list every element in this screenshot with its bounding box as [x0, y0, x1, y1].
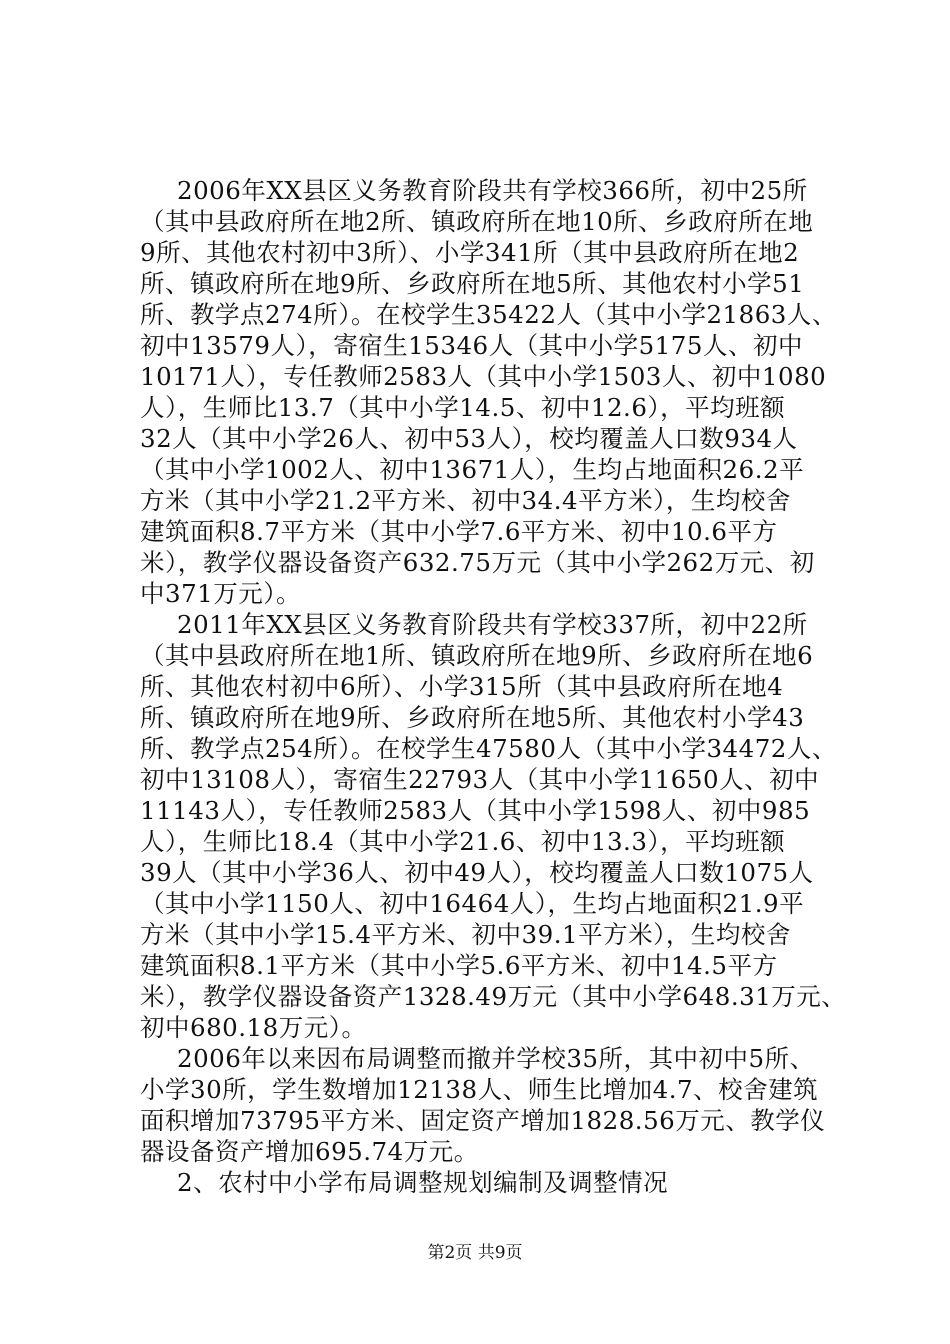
text-line: 人），生师比13.7（其中小学14.5、初中12.6），平均班额 [140, 393, 786, 422]
text-line: 2011年XX县区义务教育阶段共有学校337所，初中22所 [177, 610, 808, 639]
text-line: 建筑面积8.1平方米（其中小学5.6平方米、初中14.5平方 [140, 951, 778, 980]
text-line: 2006年以来因布局调整而撤并学校35所，其中初中5所、 [177, 1044, 815, 1073]
text-line: 米），教学仪器设备资产632.75万元（其中小学262万元、初 [140, 548, 815, 577]
text-line: 面积增加73795平方米、固定资产增加1828.56万元、教学仪 [140, 1106, 826, 1135]
text-line: 2006年XX县区义务教育阶段共有学校366所，初中25所 [177, 176, 808, 205]
text-line: （其中县政府所在地1所、镇政府所在地9所、乡政府所在地6 [140, 641, 814, 670]
text-line: （其中小学1002人、初中13671人），生均占地面积26.2平 [140, 455, 805, 484]
text-line: 所、其他农村初中6所）、小学315所（其中县政府所在地4 [140, 672, 784, 701]
text-line: 初中680.18万元）。 [140, 1013, 367, 1042]
text-line: 11143人），专任教师2583人（其中小学1598人、初中985 [140, 796, 811, 825]
text-line: 建筑面积8.7平方米（其中小学7.6平方米、初中10.6平方 [140, 517, 778, 546]
text-line: 方米（其中小学21.2平方米、初中34.4平方米），生均校舍 [140, 486, 791, 515]
text-line: 39人（其中小学36人、初中49人），校均覆盖人口数1075人 [140, 858, 814, 887]
text-line: 小学30所，学生数增加12138人、师生比增加4.7、校舍建筑 [140, 1075, 819, 1104]
text-line: 中371万元）。 [140, 579, 302, 608]
text-line: 初中13579人），寄宿生15346人（其中小学5175人、初中 [140, 331, 803, 360]
text-line: 所、教学点274所）。在校学生35422人（其中小学21863人、 [140, 300, 837, 329]
page-footer: 第2页 共9页 [427, 1243, 523, 1263]
text-line: 所、教学点254所）。在校学生47580人（其中小学34472人、 [140, 734, 837, 763]
text-line: 9所、其他农村初中3所）、小学341所（其中县政府所在地2 [140, 238, 800, 267]
text-line: （其中小学1150人、初中16464人），生均占地面积21.9平 [140, 889, 805, 918]
section-heading: 2、农村中小学布局调整规划编制及调整情况 [177, 1168, 669, 1197]
text-line: 米），教学仪器设备资产1328.49万元（其中小学648.31万元、 [140, 982, 847, 1011]
text-line: 器设备资产增加695.74万元。 [140, 1137, 479, 1166]
text-line: （其中县政府所在地2所、镇政府所在地10所、乡政府所在地 [140, 207, 814, 236]
text-line: 人），生师比18.4（其中小学21.6、初中13.3），平均班额 [140, 827, 786, 856]
text-line: 所、镇政府所在地9所、乡政府所在地5所、其他农村小学51 [140, 269, 805, 298]
text-line: 初中13108人），寄宿生22793人（其中小学11650人、初中 [140, 765, 820, 794]
text-line: 方米（其中小学15.4平方米、初中39.1平方米），生均校舍 [140, 920, 791, 949]
text-line: 所、镇政府所在地9所、乡政府所在地5所、其他农村小学43 [140, 703, 805, 732]
text-line: 32人（其中小学26人、初中53人），校均覆盖人口数934人 [140, 424, 798, 453]
text-line: 10171人），专任教师2583人（其中小学1503人、初中1080 [140, 362, 827, 391]
